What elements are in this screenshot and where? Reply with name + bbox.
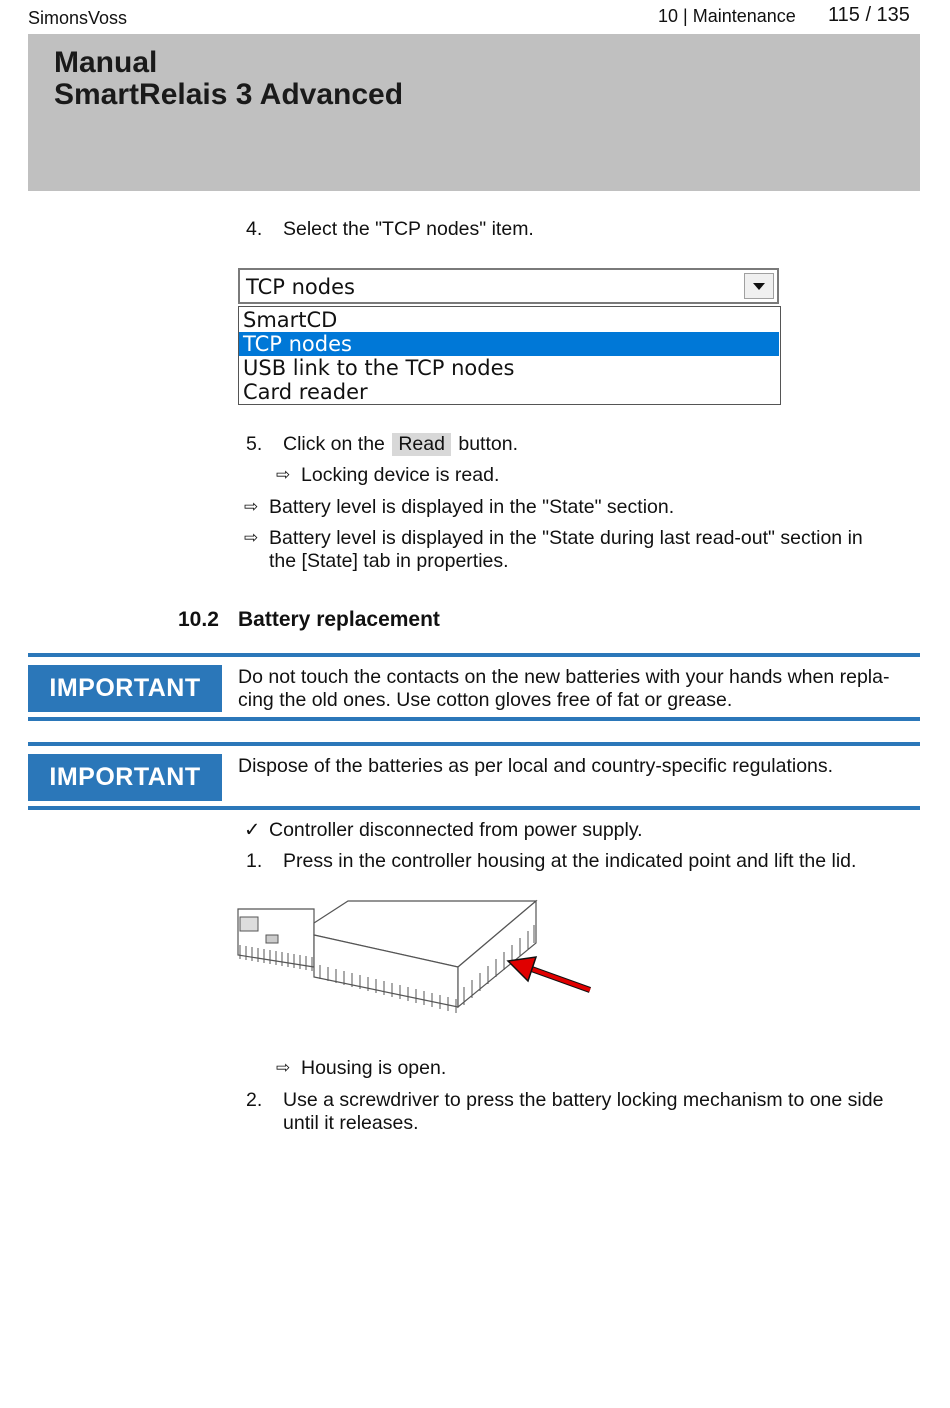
section-number: 10.2 [178,608,219,631]
result-arrow-icon: ⇨ [244,528,259,547]
chapter-label: 10 | Maintenance [658,6,796,26]
step-5-pre: Click on the [283,433,385,455]
step-2-line1: Use a screwdriver to press the battery locking mechanism to one side [283,1089,884,1111]
important-1-line2: cing the old ones. Use cotton gloves free of fat or grease. [238,689,733,711]
precondition-text: Controller disconnected from power supply. [269,819,643,841]
step-5-number: 5. [246,433,263,455]
controller-housing-illustration [236,895,594,1025]
step-1-number: 1. [246,850,263,872]
device-type-dropdown[interactable] [238,268,779,304]
dropdown-option-usb-link[interactable]: USB link to the TCP nodes [243,356,515,380]
result-arrow-icon: ⇨ [276,1058,291,1077]
important-divider-top [28,742,920,746]
important-divider-top [28,653,920,657]
result-1-text: Locking device is read. [301,464,500,486]
step-5-post: button. [458,433,518,455]
dropdown-option-tcp-nodes[interactable]: TCP nodes [239,332,779,356]
important-label: IMPORTANT [28,754,222,801]
dropdown-option-smartcd[interactable]: SmartCD [243,308,338,332]
result-arrow-icon: ⇨ [276,465,291,484]
important-divider-bottom [28,806,920,810]
step-4-text: Select the "TCP nodes" item. [283,218,534,240]
step-2-line2: until it releases. [283,1112,419,1134]
important-2-text: Dispose of the batteries as per local and country-specific regulations. [238,755,834,777]
dropdown-selected-value: TCP nodes [246,275,355,299]
step-1-text: Press in the controller housing at the indicated point and lift the lid. [283,850,857,872]
dropdown-option-card-reader[interactable]: Card reader [243,380,368,404]
page-number: 115 / 135 [828,4,910,26]
section-title: Battery replacement [238,608,440,631]
important-1-line1: Do not touch the contacts on the new batteries with your hands when repla- [238,666,890,688]
title-band [28,34,920,191]
dropdown-options-list [238,306,781,405]
result-2-text: Battery level is displayed in the "State" section. [269,496,675,518]
chevron-down-icon [753,283,765,290]
result-housing-text: Housing is open. [301,1057,447,1079]
brand-name: SimonsVoss [28,8,128,28]
product-title: SmartRelais 3 Advanced [54,78,404,111]
step-5-text [283,433,518,456]
result-3-line1: Battery level is displayed in the "State during last read-out" section in [269,527,863,549]
result-3-line2: the [State] tab in properties. [269,550,509,572]
read-button[interactable]: Read [392,433,451,456]
important-label: IMPORTANT [28,665,222,712]
dropdown-toggle-button[interactable] [744,273,774,299]
manual-title: Manual [54,46,158,79]
step-2-number: 2. [246,1089,263,1111]
result-arrow-icon: ⇨ [244,497,259,516]
checkmark-icon: ✓ [244,819,261,841]
step-4-number: 4. [246,218,263,240]
important-divider-bottom [28,717,920,721]
